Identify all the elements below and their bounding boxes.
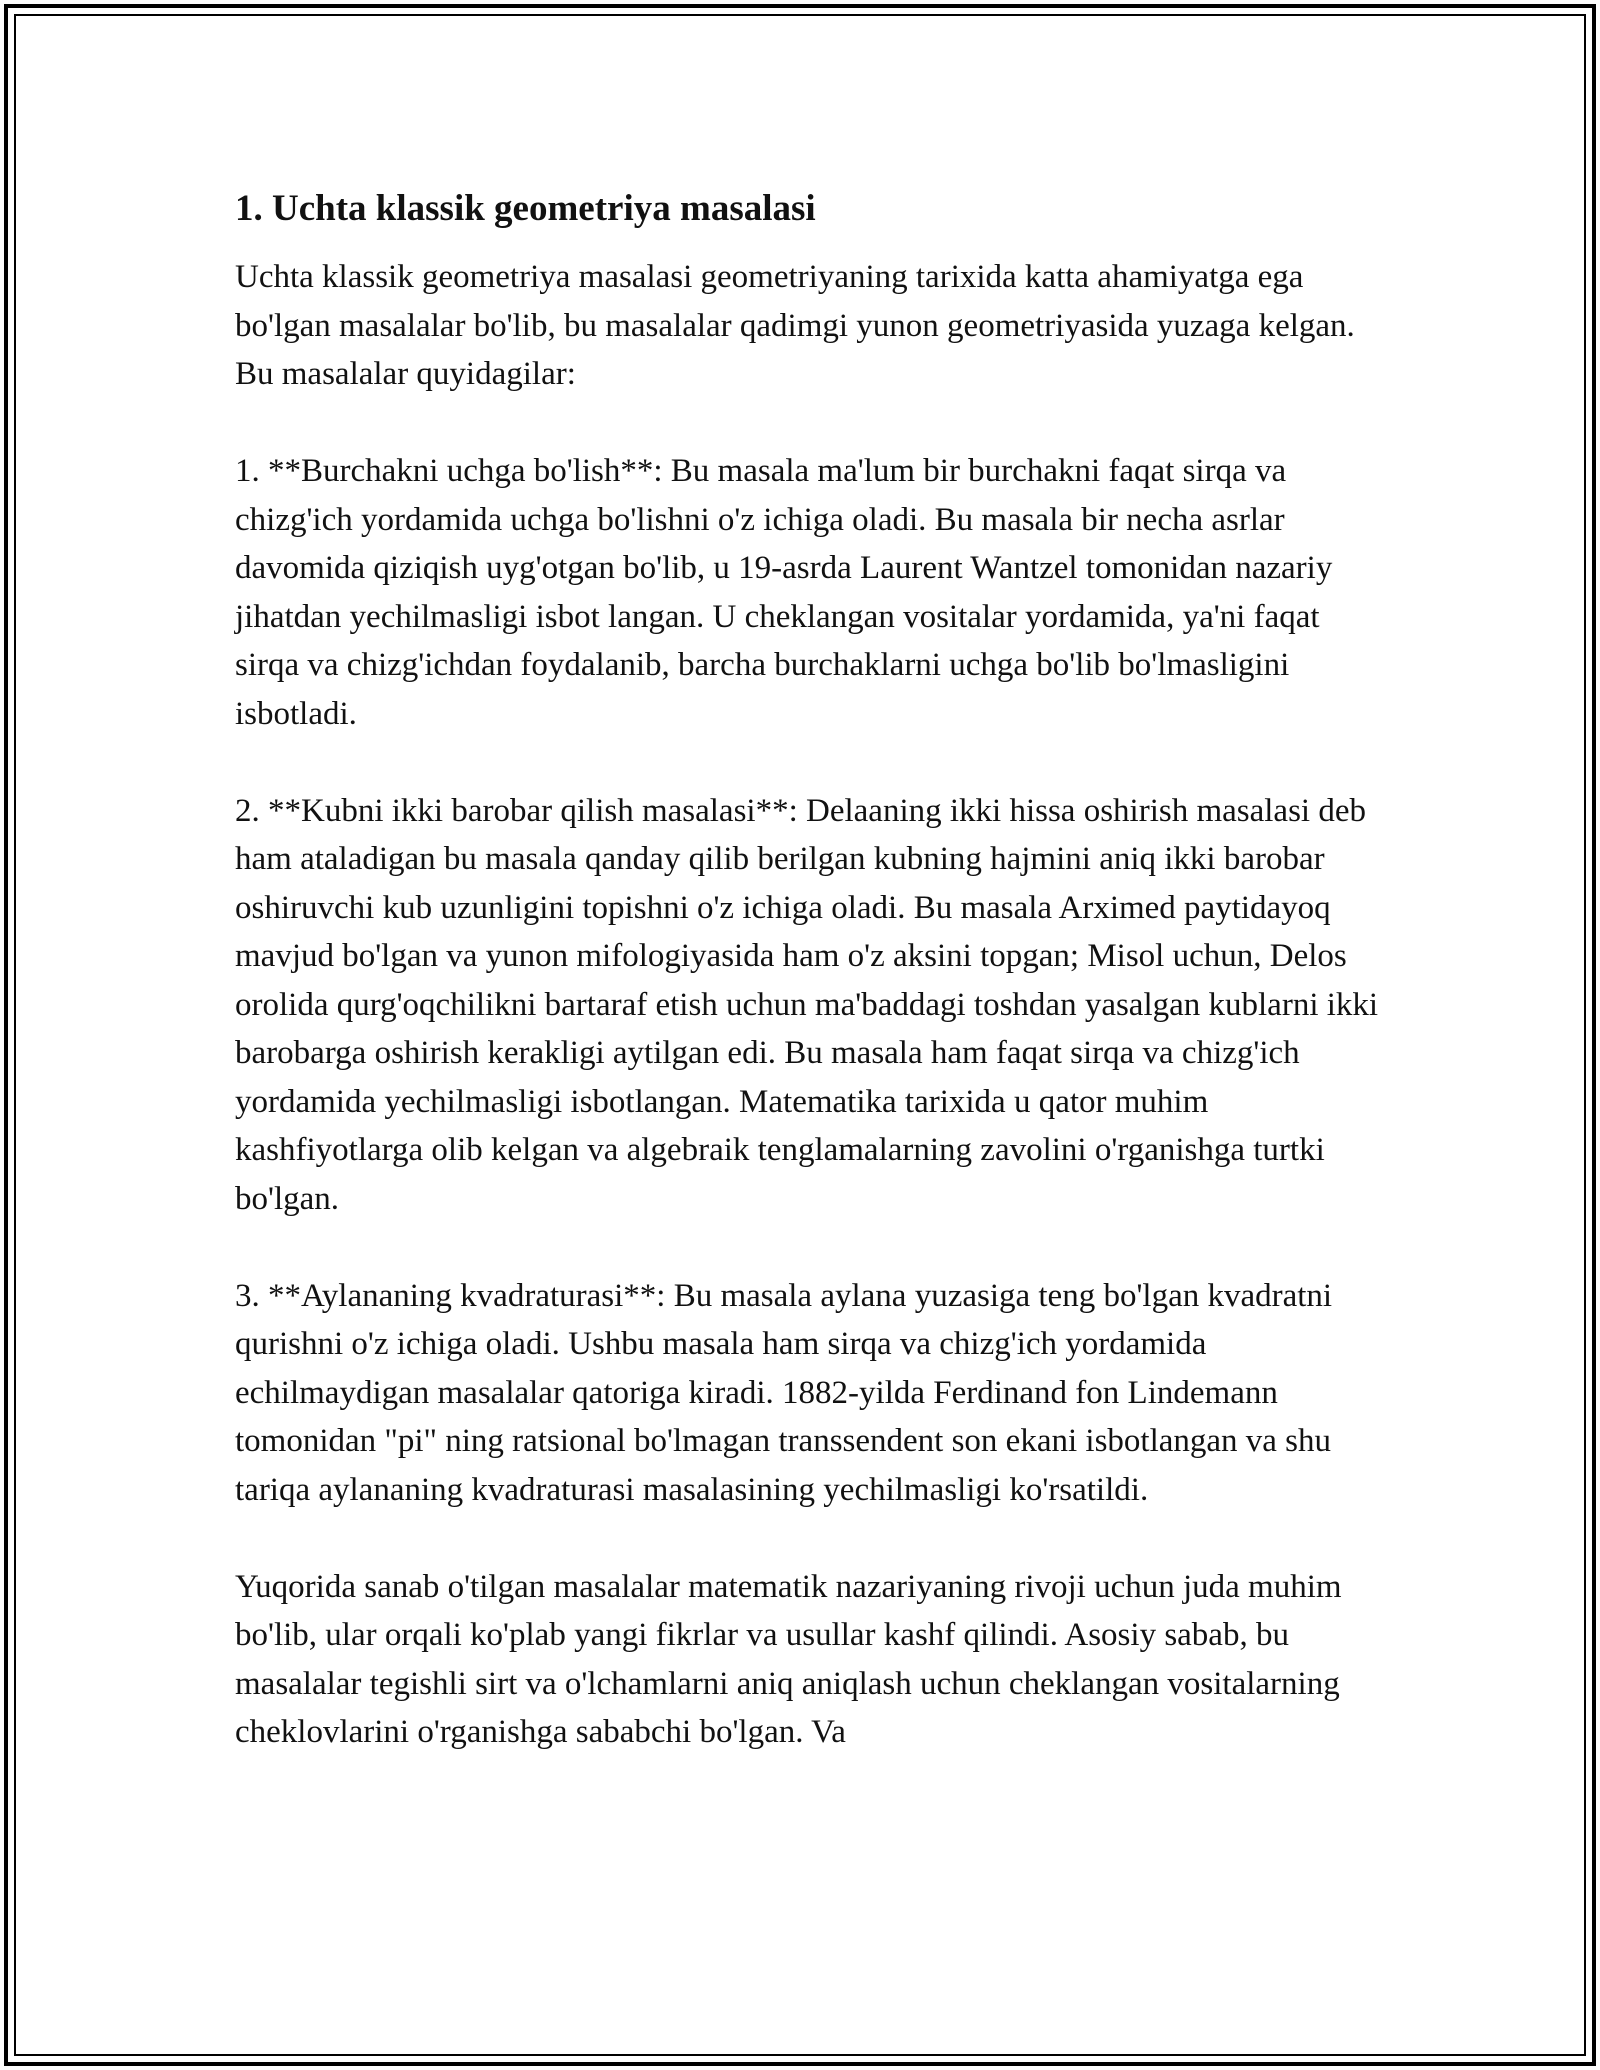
document-heading: 1. Uchta klassik geometriya masalasi [235,188,816,229]
conclusion-paragraph: Yuqorida sanab o'tilgan masalalar matematik nazariyaning rivoji uchun juda muhim bo'lib, ular orqali ko'plab yangi fikrlar va usullar kashf qilindi. Asosiy sabab, bu masalalar tegishli sirt va o'lchamlarni aniq aniqlash uchun cheklangan vositalarning cheklovlarini o'rganishga sababchi bo'lgan. Va [235,1568,1342,1750]
problem-1-paragraph: 1. **Burchakni uchga bo'lish**: Bu masala ma'lum bir burchakni faqat sirqa va chizg'ich yordamida uchga bo'lishni o'z ichiga oladi. Bu masala bir necha asrlar davomida qiziqish uyg'otgan bo'lib, u 19-asrda Laurent Wantzel tomonidan nazariy jihatdan yechilmasligi isbot langan. U cheklangan vositalar yordamida, ya'ni faqat sirqa va chizg'ichdan foydalanib, barcha burchaklarni uchga bo'lib bo'lmasligini isbotladi. [235,453,1333,732]
problem-2-paragraph: 2. **Kubni ikki barobar qilish masalasi**: Delaaning ikki hissa oshirish masalasi deb ham ataladigan bu masala qanday qilib berilgan kubning hajmini aniq ikki barobar oshiruvchi kub uzunligini topishni o'z ichiga oladi. Bu masala Arximed paytidayoq mavjud bo'lgan va yunon mifologiyasida ham o'z aksini topgan; Misol uchun, Delos orolida qurg'oqchilikni bartaraf etish uchun ma'baddagi toshdan yasalgan kublarni ikki barobarga oshirish kerakligi aytilgan edi. Bu masala ham faqat sirqa va chizg'ich yordamida yechilmasligi isbotlangan. Matematika tarixida u qator muhim kashfiyotlarga olib kelgan va algebraik tenglamalarning zavolini o'rganishga turtki bo'lgan. [235,792,1379,1217]
document-body [235,185,1385,1805]
intro-paragraph: Uchta klassik geometriya masalasi geometriyaning tarixida katta ahamiyatga ega bo'lgan masalalar bo'lib, bu masalalar qadimgi yunon geometriyasida yuzaga kelgan. Bu masalalar quyidagilar: [235,259,1355,392]
problem-3-paragraph: 3. **Aylananing kvadraturasi**: Bu masala aylana yuzasiga teng bo'lgan kvadratni qurishni o'z ichiga oladi. Ushbu masala ham sirqa va chizg'ich yordamida echilmaydigan masalalar qatoriga kiradi. 1882-yilda Ferdinand fon Lindemann tomonidan "pi" ning ratsional bo'lmagan transsendent son ekani isbotlangan va shu tariqa aylananing kvadraturasi masalasining yechilmasligi ko'rsatildi. [235,1277,1333,1508]
